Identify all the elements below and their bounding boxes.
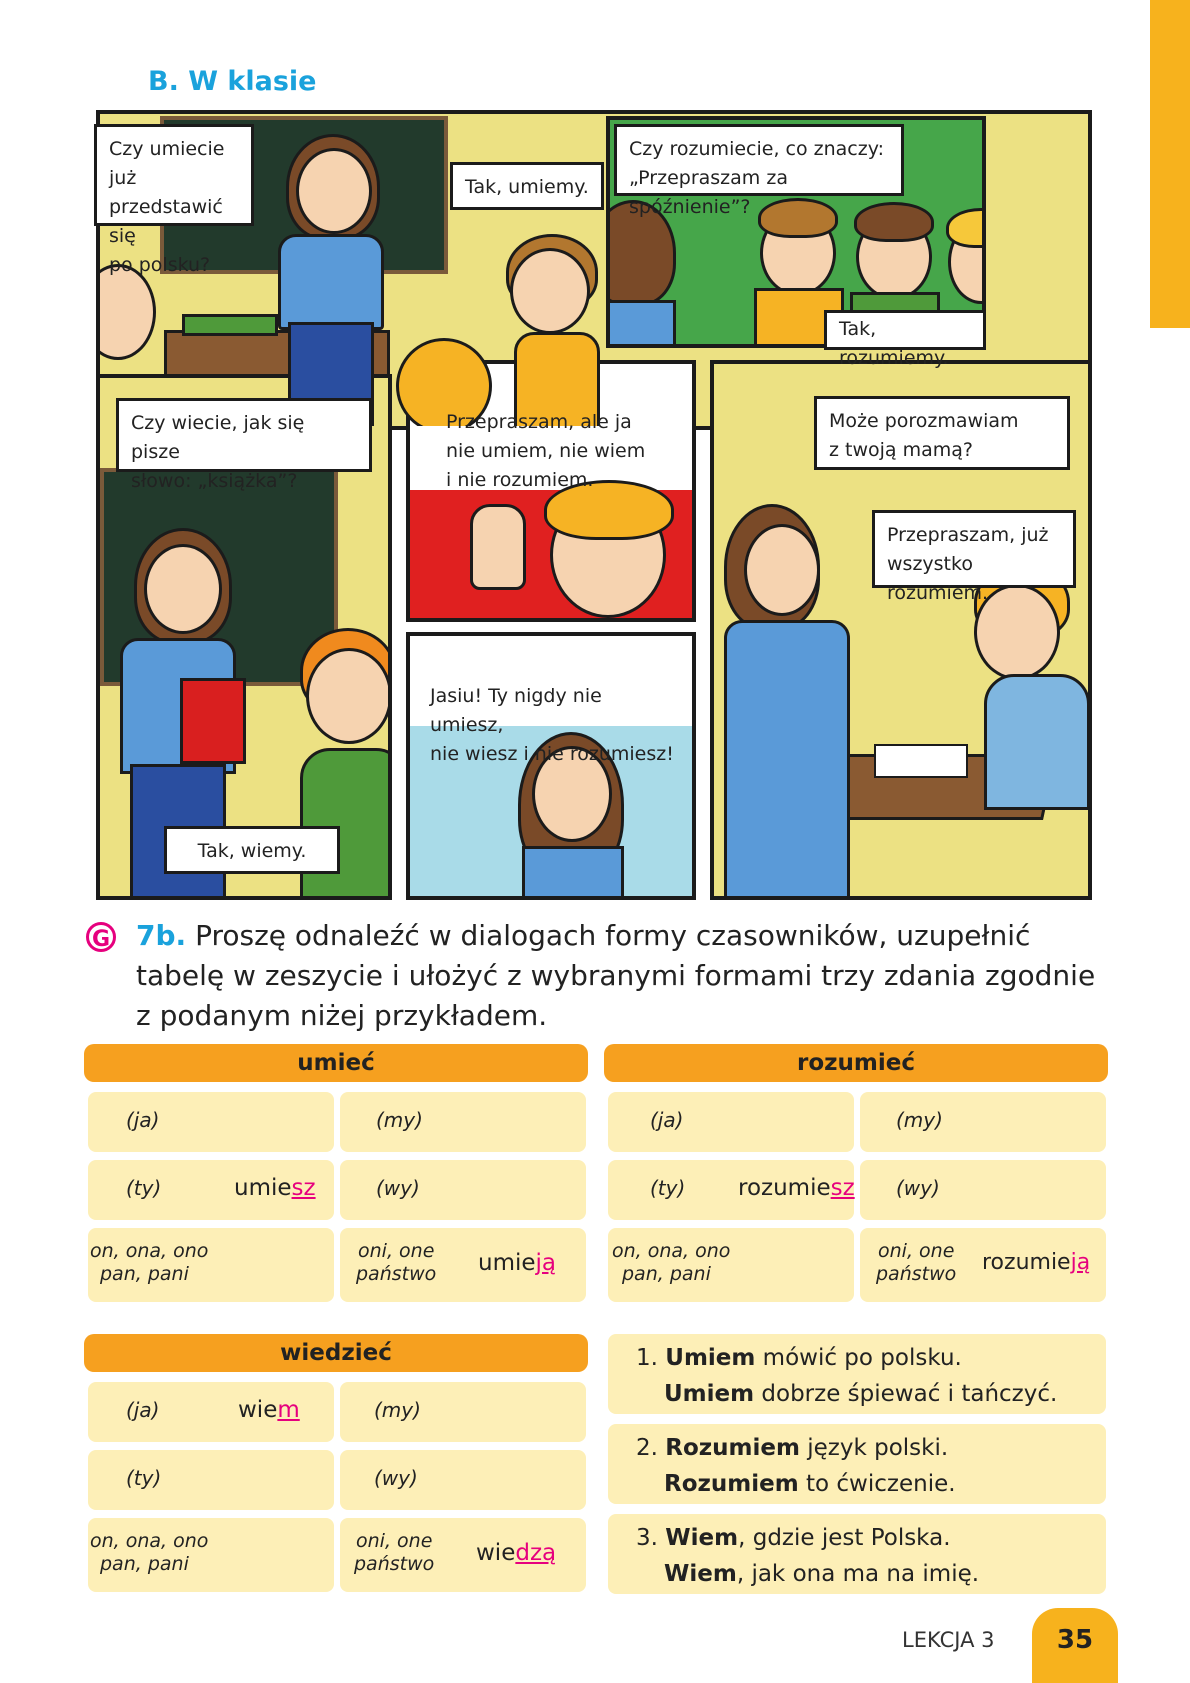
ending: dzą: [515, 1540, 557, 1566]
pronoun: (ja): [126, 1108, 160, 1132]
verb-bold: Umiem: [664, 1381, 755, 1407]
cell-on: [88, 1228, 334, 1302]
verb-form: [478, 1250, 556, 1276]
sentence-rest: dobrze śpiewać i tańczyć.: [754, 1381, 1058, 1407]
pronoun: (ty): [126, 1176, 162, 1200]
table-title: wiedzieć: [84, 1334, 588, 1372]
stem: wie: [238, 1397, 278, 1423]
bubble-czy-wiecie: [116, 398, 372, 492]
verb-form: [476, 1540, 556, 1566]
pronoun: oni, one: [356, 1530, 433, 1552]
bubble-tak-wiemy: [164, 826, 340, 874]
bubble-line: i nie rozumiem.: [446, 469, 594, 491]
sentence-rest: , jak ona ma na imię.: [736, 1561, 980, 1587]
cell-ja: [608, 1092, 854, 1152]
pronoun: państwo: [356, 1263, 437, 1285]
verb-form: [982, 1250, 1090, 1275]
bubble-jasiu: [418, 674, 686, 765]
verb-form: [234, 1175, 316, 1201]
verb-form: [738, 1175, 855, 1201]
table-rozumiec: [604, 1044, 1108, 1082]
sentence-line: [636, 1430, 1106, 1466]
pronoun: on, ona, ono: [90, 1240, 209, 1262]
cell-ja: [88, 1382, 334, 1442]
bubble-line: Czy wiecie, jak się pisze: [131, 412, 305, 463]
bubble-line: Czy umiecie już: [109, 138, 225, 189]
pronoun: państwo: [876, 1263, 957, 1285]
sentence-line: [636, 1340, 1106, 1376]
cell-oni: [340, 1518, 586, 1592]
bubble-line: Przepraszam, ale ja: [446, 411, 632, 433]
table-title: rozumieć: [604, 1044, 1108, 1082]
bubble-rozumiecie: [614, 124, 904, 218]
pronoun: (ty): [650, 1176, 686, 1200]
bubble-line: słowo: „książka”?: [131, 470, 298, 492]
cell-oni: [860, 1228, 1106, 1302]
bubble-line: Jasiu! Ty nigdy nie umiesz,: [430, 685, 602, 736]
sentence-rest: , gdzie jest Polska.: [738, 1525, 951, 1551]
sentence-line: [636, 1466, 1106, 1502]
bubble-line: przedstawić się: [109, 196, 223, 247]
sentence-rest: mówić po polsku.: [755, 1345, 962, 1371]
ending: sz: [830, 1175, 855, 1201]
example-sentence-1: [608, 1334, 1106, 1414]
pronoun: (my): [376, 1108, 423, 1132]
stem: rozumie: [982, 1250, 1071, 1275]
exercise-number: 7b.: [136, 919, 187, 952]
sentence-rest: to ćwiczenie.: [798, 1471, 956, 1497]
pronoun: (ty): [126, 1466, 162, 1490]
bubble-line: Może porozmawiam: [829, 410, 1019, 432]
stem: umie: [478, 1250, 536, 1276]
comic-strip: [96, 110, 1092, 900]
bubble-porozmawiam: [814, 396, 1070, 470]
verb-bold: Umiem: [665, 1345, 756, 1371]
sentence-line: [636, 1376, 1106, 1412]
ending: m: [277, 1397, 300, 1423]
pronoun: (wy): [896, 1176, 940, 1200]
cell-wy: [340, 1450, 586, 1510]
bubble-line: Czy rozumiecie, co znaczy:: [629, 138, 884, 160]
example-sentence-3: [608, 1514, 1106, 1594]
bubble-line: Przepraszam, już: [887, 524, 1049, 546]
pronoun: (wy): [376, 1176, 420, 1200]
example-sentence-2: [608, 1424, 1106, 1504]
cell-my: [340, 1382, 586, 1442]
table-umiec: [84, 1044, 588, 1082]
page-edge-tab: [1150, 0, 1190, 328]
verb-bold: Rozumiem: [665, 1435, 800, 1461]
bubble-tak-umiemy: [450, 162, 604, 210]
cell-wy: [340, 1160, 586, 1220]
table-title: umieć: [84, 1044, 588, 1082]
pronoun: on, ona, ono: [612, 1240, 731, 1262]
bubble-line: wszystko rozumiem.: [887, 553, 989, 604]
pronoun: pan, pani: [100, 1263, 189, 1285]
pronoun: (my): [896, 1108, 943, 1132]
books: [182, 314, 278, 336]
cell-my: [860, 1092, 1106, 1152]
sentence-number: 3.: [636, 1525, 658, 1551]
pronoun: (my): [374, 1398, 421, 1422]
ending: sz: [291, 1175, 316, 1201]
cell-ty: [88, 1450, 334, 1510]
pronoun: pan, pani: [622, 1263, 711, 1285]
pronoun: on, ona, ono: [90, 1530, 209, 1552]
paper: [874, 744, 968, 778]
sentence-number: 1.: [636, 1345, 658, 1371]
verb-bold: Wiem: [664, 1561, 737, 1587]
cell-on: [88, 1518, 334, 1592]
pronoun: oni, one: [878, 1240, 955, 1262]
bubble-line: Tak, wiemy.: [197, 840, 307, 862]
stem: rozumie: [738, 1175, 831, 1201]
table-wiedziec: [84, 1334, 588, 1372]
verb-bold: Rozumiem: [664, 1471, 799, 1497]
ending: ją: [535, 1250, 557, 1276]
pronoun: państwo: [354, 1553, 435, 1575]
exercise-text: Proszę odnaleźć w dialogach formy czasowników, uzupełnić tabelę w zeszycie i ułożyć z wybranymi formami trzy zdania zgodnie z podanym niżej przykładem.: [136, 919, 1096, 1032]
red-book: [180, 678, 246, 764]
teacher-figure: [270, 134, 390, 430]
cell-ty: [608, 1160, 854, 1220]
cell-ty: [88, 1160, 334, 1220]
bubble-line: Tak, umiemy.: [465, 176, 589, 198]
sentence-rest: język polski.: [799, 1435, 949, 1461]
pronoun: pan, pani: [100, 1553, 189, 1575]
sentence-line: [636, 1520, 1106, 1556]
bubble-line: po polsku?: [109, 254, 211, 276]
raised-hand: [470, 504, 526, 590]
page-number: 35: [1032, 1608, 1118, 1683]
sentence-line: [636, 1556, 1106, 1592]
cell-oni: [340, 1228, 586, 1302]
teacher-side: [606, 200, 680, 348]
cell-wy: [860, 1160, 1106, 1220]
stem: umie: [234, 1175, 292, 1201]
teacher-gesture: [724, 504, 864, 900]
bubble-juz-rozumiem: [872, 510, 1076, 604]
bubble-line: nie umiem, nie wiem: [446, 440, 646, 462]
pronoun: (ja): [126, 1398, 160, 1422]
stem: wie: [476, 1540, 516, 1566]
bubble-line: Tak, rozumiemy.: [839, 318, 949, 369]
pronoun: (wy): [374, 1466, 418, 1490]
cell-my: [340, 1092, 586, 1152]
pronoun: (ja): [650, 1108, 684, 1132]
bubble-tak-rozumiemy: [824, 310, 986, 369]
verb-form: [238, 1397, 300, 1423]
bubble-line: „Przepraszam za spóźnienie”?: [629, 167, 788, 218]
section-title: B. W klasie: [148, 66, 317, 97]
verb-bold: Wiem: [665, 1525, 739, 1551]
bubble-line: z twoją mamą?: [829, 439, 973, 461]
bubble-teacher-question: [94, 124, 254, 276]
bubble-nie-umiem: [434, 400, 666, 502]
cell-ja: [88, 1092, 334, 1152]
grammar-badge: G: [86, 922, 116, 952]
lesson-label: LEKCJA 3: [902, 1628, 995, 1652]
ending: ją: [1070, 1250, 1091, 1275]
exercise-instruction: [86, 916, 1096, 1036]
sentence-number: 2.: [636, 1435, 658, 1461]
pronoun: oni, one: [358, 1240, 435, 1262]
cell-on: [608, 1228, 854, 1302]
bubble-line: nie wiesz i nie rozumiesz!: [430, 743, 674, 765]
